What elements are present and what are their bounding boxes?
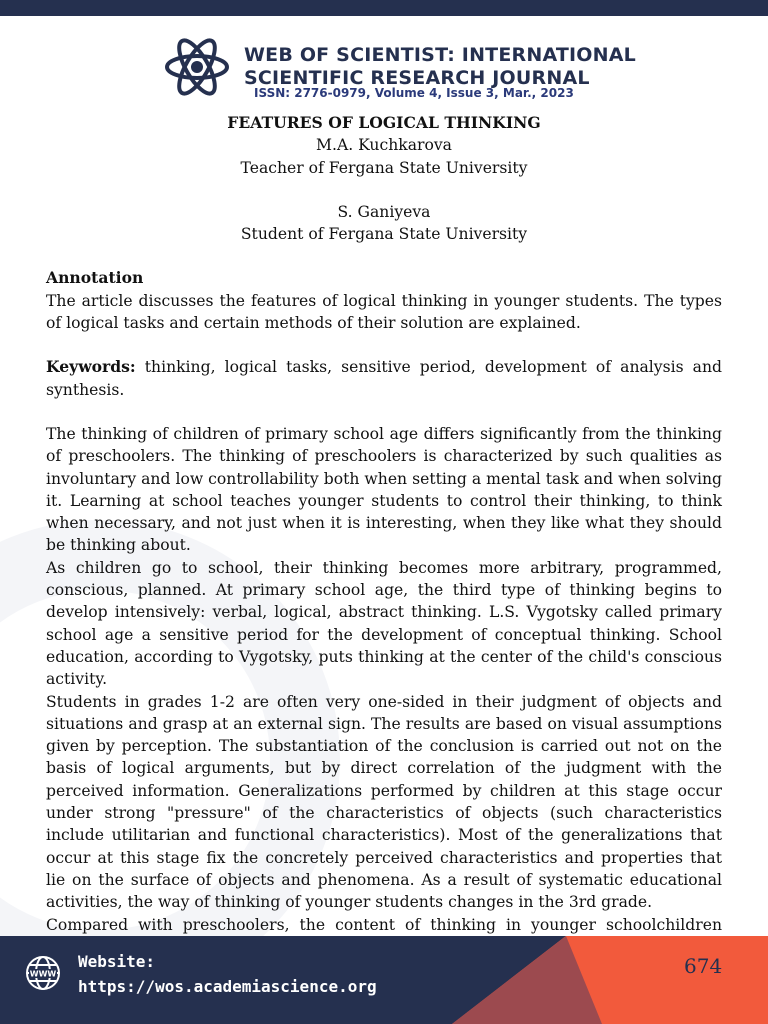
- keywords-label: Keywords:: [46, 357, 136, 377]
- body-paragraph: The thinking of children of primary school age differs significantly from the thinking of preschoolers. The thinking of preschoolers is characterized by such qualities as involuntary and low controllability both when setting a mental task and when solving it. Learning at school teaches younger students to control their thinking, to think when necessary, and not just when it is interesting, when they like what they should be thinking about.: [46, 424, 722, 555]
- website-label: Website:: [78, 952, 156, 971]
- top-bar: [0, 0, 768, 16]
- page-number: 674: [684, 954, 723, 978]
- page-footer: [0, 936, 768, 1024]
- keywords: [46, 356, 722, 401]
- body-paragraph: Students in grades 1-2 are often very one-sided in their judgment of objects and situations and grasp at an external sign. The results are based on visual assumptions given by perception. The substantiation of the conclusion is carried out not on the basis of logical arguments, but by direct correlation of the judgment with the perceived information. Generalizations performed by children at this stage occur under strong "pressure" of the characteristics of objects (such characteristics include utilitarian and functional characteristics). Most of the generalizations that occur at this stage fix the concretely perceived characteristics and properties that lie on the surface of objects and phenomena. As a result of systematic educational activities, the way of thinking of younger students changes in the 3rd grade.: [46, 692, 722, 912]
- issn-info: ISSN: 2776-0979, Volume 4, Issue 3, Mar., 2023: [254, 86, 574, 100]
- author-affiliation-2: Student of Fergana State University: [240, 225, 528, 244]
- body-paragraph: As children go to school, their thinking becomes more arbitrary, programmed, conscious, planned. At primary school age, the third type of thinking begins to develop intensively: verbal, logical, abstract thinking. L.S. Vygotsky called primary school age a sensitive period for the development of conceptual thinking. School education, according to Vygotsky, puts thinking at the center of the child's conscious activity.: [46, 558, 722, 689]
- annotation-heading: Annotation: [46, 268, 144, 288]
- author-name-2: S. Ganiyeva: [337, 202, 431, 221]
- article-body: [46, 112, 722, 958]
- author-name-1: M.A. Kuchkarova: [316, 136, 452, 155]
- website-url[interactable]: https://wos.academiascience.org: [78, 977, 377, 996]
- atom-icon: [164, 34, 230, 100]
- journal-name-line2: SCIENTIFIC RESEARCH JOURNAL: [244, 67, 590, 89]
- svg-text:WWW: WWW: [29, 969, 57, 979]
- keywords-text: thinking, logical tasks, sensitive period, development of analysis and synthesis.: [46, 358, 722, 399]
- article-title: FEATURES OF LOGICAL THINKING: [227, 113, 541, 132]
- www-globe-icon: [24, 954, 62, 992]
- journal-name-line1: WEB OF SCIENTIST: INTERNATIONAL: [244, 44, 636, 66]
- journal-header: [164, 34, 636, 104]
- body-paragraph: Compared with preschoolers, the content of thinking in younger schoolchildren: [46, 915, 722, 934]
- annotation-text: The article discusses the features of logical thinking in younger students. The types of logical tasks and certain methods of their solution are explained.: [46, 291, 722, 333]
- author-affiliation-1: Teacher of Fergana State University: [240, 158, 528, 177]
